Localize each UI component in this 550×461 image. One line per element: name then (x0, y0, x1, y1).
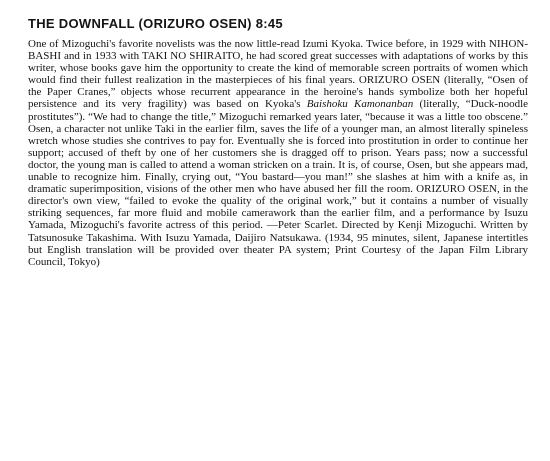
description-text-1: One of Mizoguchi's favorite novelists was the now little-read Izumi Kyoka. Twice before, in 1929 with NIHON-BASHI and in 1933 with TAKI NO SHIRAITO, he had scored great successes with adaptations of works by this writer, whose books gave him the opportunity to create the kind of memorable screen portraits of women which would find their fullest realization in the masterpieces of his final years. ORIZURO OSEN (literally, “Osen of the Paper Cranes,” objects whose recurrent appearance in the heroine's hands symbolize both her hopeful persistence and its very fragility) was based on Kyoka's (28, 38, 528, 111)
film-description (28, 38, 528, 268)
film-note (28, 16, 528, 268)
film-title-heading: THE DOWNFALL (ORIZURO OSEN) 8:45 (28, 16, 283, 31)
source-novel-title: Baishoku Kamonanban (306, 98, 414, 111)
description-text-2: (literally, “Duck-noodle prostitutes”). “We had to change the title,” Mizoguchi remarked years later, “because it was a little too obscene.” Osen, a character not unlike Taki in the earlier film, saves the life of a younger man, an almost literally spineless wretch whose studies she contrives to pay for. Eventually she is forced into prostitution in order to continue her support; accused of theft by one of her customers she is dragged off to prison. Years pass; now a successful doctor, the young man is called to attend a woman stricken on a train. It is, of course, Osen, but she appears mad, unable to recognize him. Finally, crying out, “You bastard—you man!” she slashes at him with a knife as, in dramatic superimposition, visions of the other men who have abused her fill the room. ORIZURO OSEN, in the director's own view, “failed to evoke the quality of the original work,” but it contains a number of visually striking sequences, far more fluid and mobile camerawork than the earlier film, and a performance by Isuzu Yamada, Mizoguchi's favorite actress of this period. —Peter Scarlet. Directed by Kenji Mizoguchi. Written by Tatsunosuke Takashima. With Isuzu Yamada, Daijiro Natsukawa. (1934, 95 minutes, silent, Japanese intertitles but English translation will be provided over theater PA system; Print Courtesy of the Japan Film Library Council, Tokyo) (28, 98, 529, 268)
